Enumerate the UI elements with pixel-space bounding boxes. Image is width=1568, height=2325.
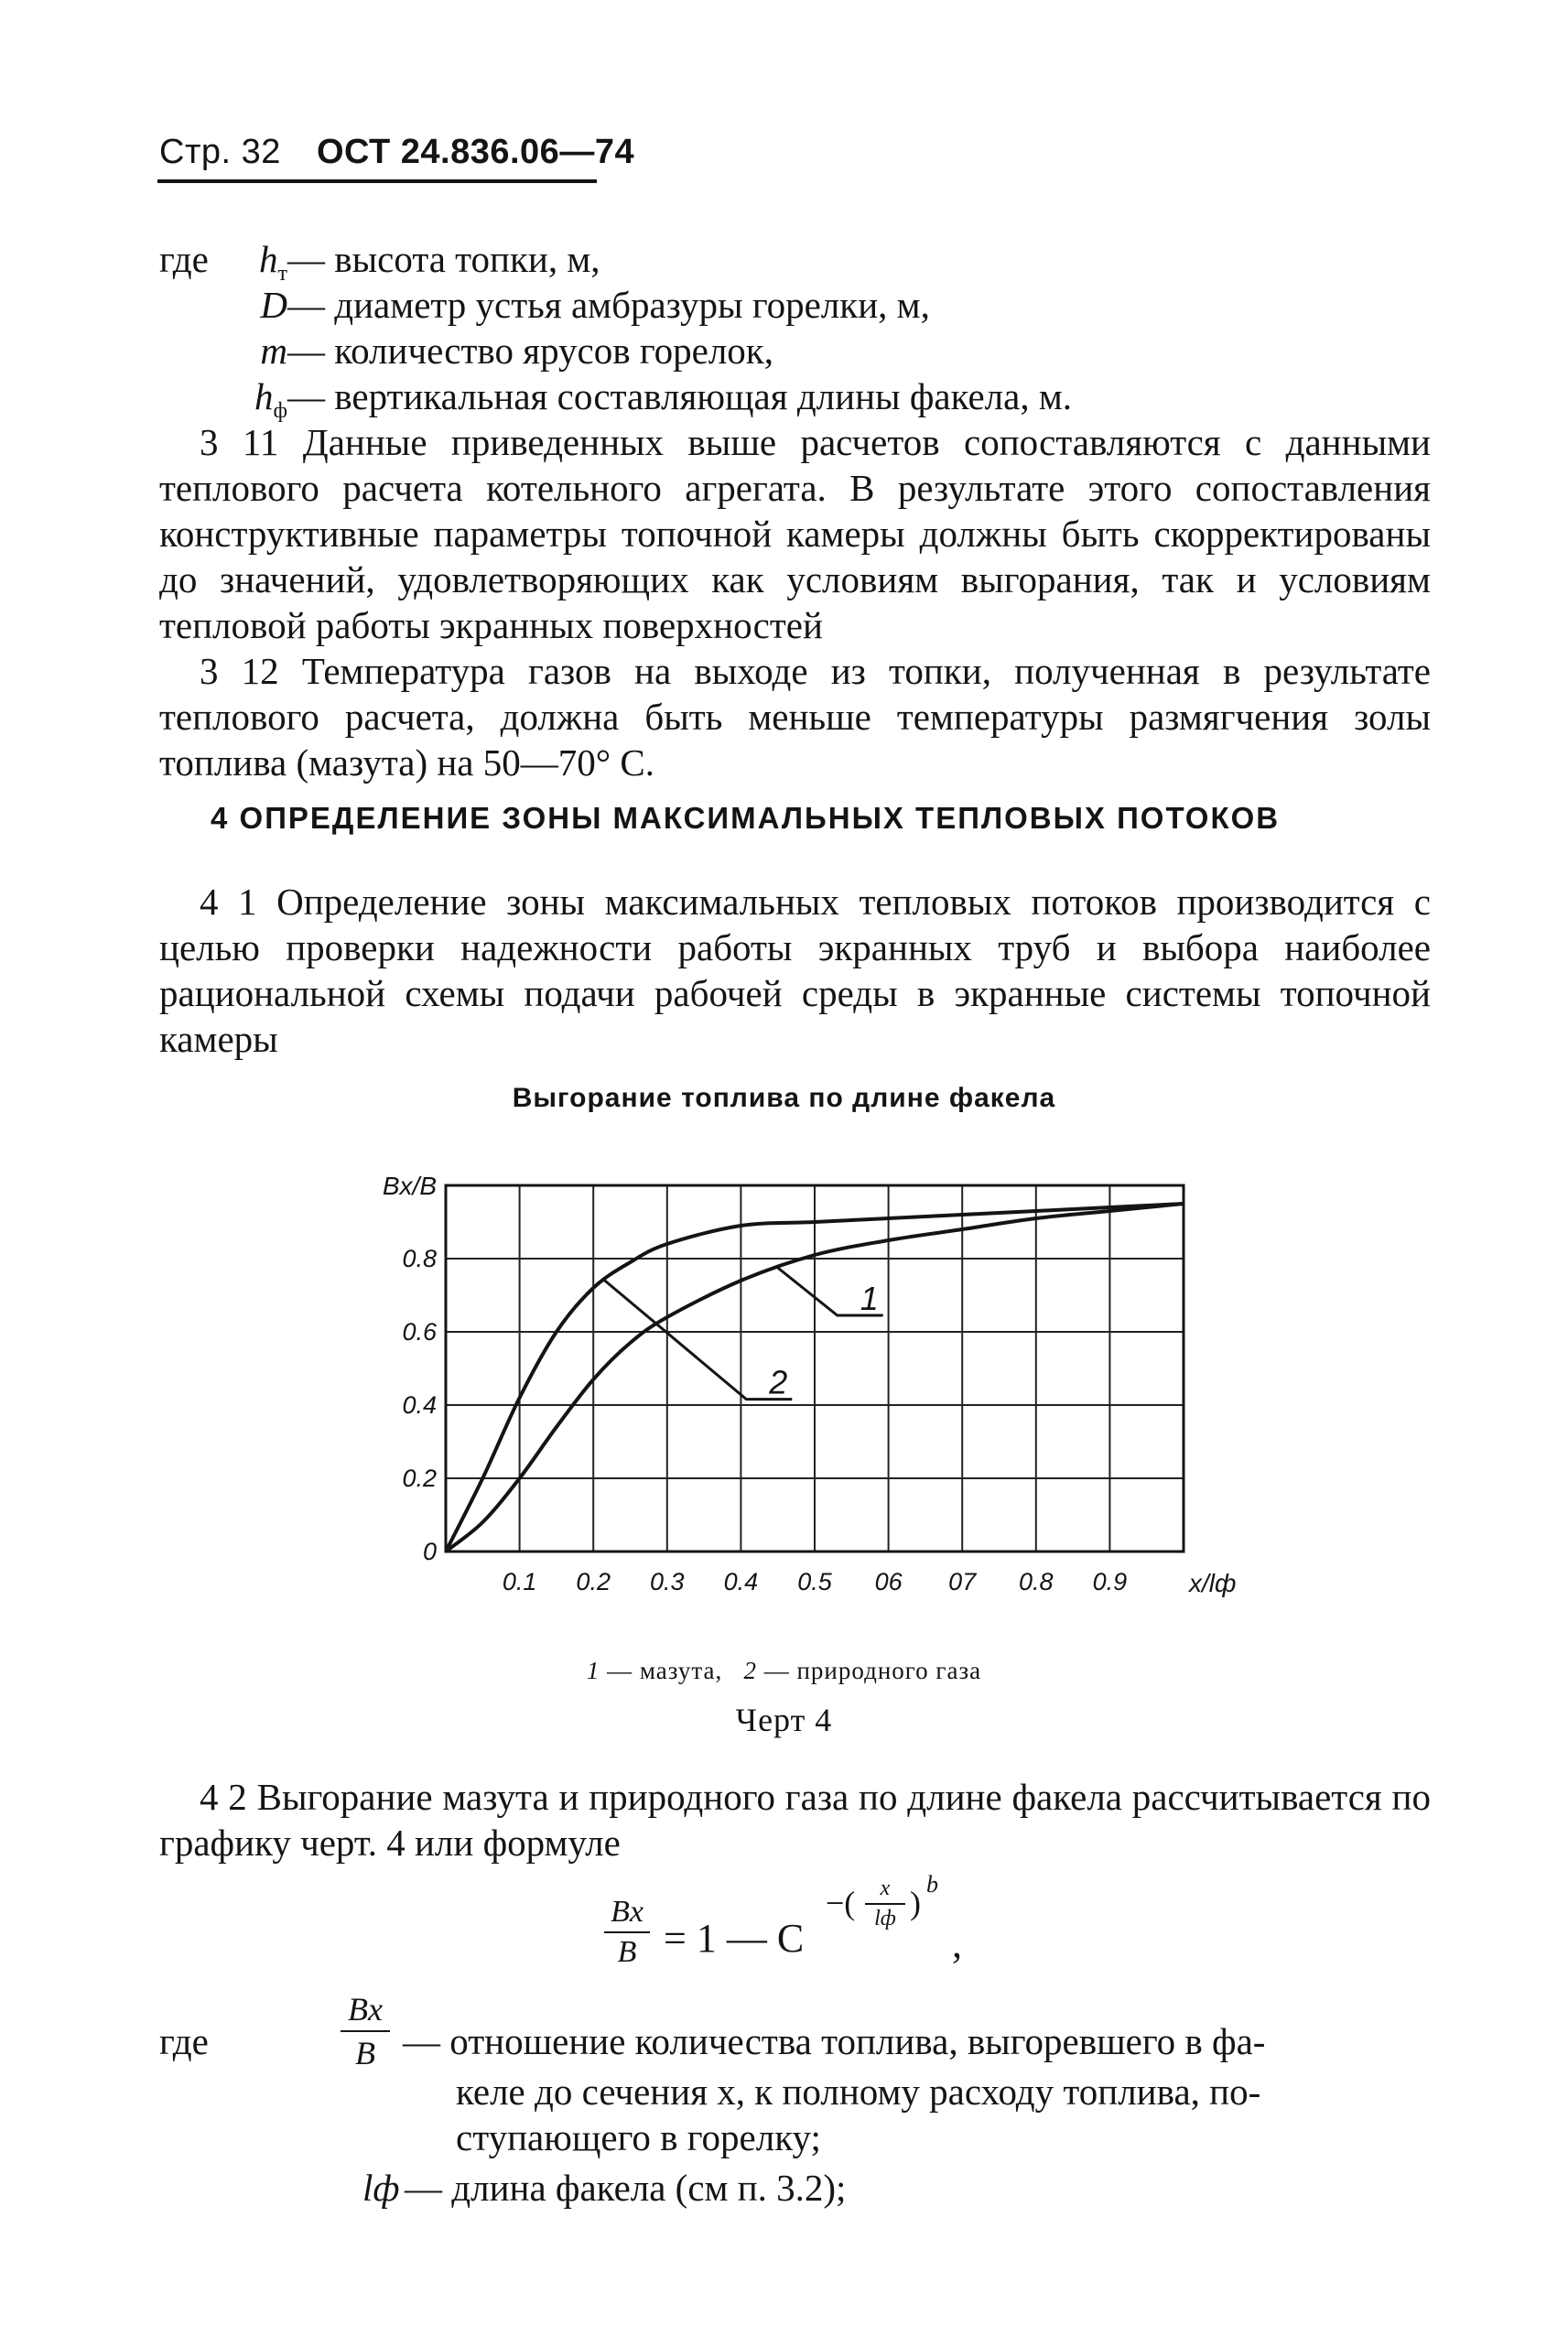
- definition-bx-line1: — отношение количества топлива, выгоревшего в фа-: [403, 2020, 1266, 2062]
- formula-rhs: = 1 — C: [664, 1916, 805, 1961]
- legend-number-1: 1: [586, 1657, 600, 1684]
- chart-grid: [446, 1185, 1184, 1552]
- definition-text: — вертикальная составляющая длины факела, м.: [287, 375, 1073, 417]
- formula-exp-fraction: [865, 1876, 905, 1931]
- symbol: D: [260, 284, 287, 326]
- y-tick-label: 0.8: [402, 1245, 437, 1272]
- chart-annotations: [604, 1268, 882, 1401]
- x-tick-label: 0.4: [723, 1568, 759, 1595]
- fraction-numerator: Bx: [348, 1991, 383, 2028]
- formula-lhs-fraction: [604, 1895, 650, 1970]
- symbol: $h_т$: [259, 238, 287, 287]
- y-tick-label: 0: [422, 1538, 437, 1565]
- formula-exp-denominator: lф: [874, 1907, 896, 1930]
- x-tick-label: 0.8: [1019, 1568, 1054, 1595]
- page-number: Стр. 32: [159, 133, 281, 171]
- fraction-denominator: B: [355, 2035, 375, 2071]
- formula-lhs-denominator: B: [617, 1935, 637, 1969]
- where-label-2: где: [159, 2020, 209, 2062]
- x-tick-label: 0.2: [576, 1568, 611, 1595]
- x-tick-label: 07: [948, 1568, 977, 1595]
- standard-code: ОСТ 24.836.06—74: [316, 133, 635, 171]
- symbol: $h_ф$: [254, 375, 287, 424]
- definition-row: [159, 282, 1431, 328]
- figure-caption: Черт 4: [735, 1702, 833, 1738]
- bx-over-b-fraction: [341, 1990, 390, 2072]
- legend-number-2: 2: [743, 1657, 757, 1684]
- y-tick-label: 0.2: [402, 1465, 437, 1492]
- where-label: где: [159, 238, 209, 280]
- y-tick-label: 0.6: [402, 1318, 437, 1346]
- chart-ticks: [383, 1172, 1237, 1597]
- definition-text: — высота топки, м,: [287, 238, 600, 280]
- paragraph-3-11: 3 11 Данные приведенных выше расчетов сопоставляются с данными теплового расчета котельного агрегата. В результате этого сопоставления конструктивные параметры топочной камеры должны быть скорректированы до значений, удовлетворяющих как условиям выгорания, так и условиям тепловой работы экранных поверхностей: [159, 421, 1431, 646]
- definition-lf: — длина факела (см п. 3.2);: [405, 2167, 847, 2209]
- y-tick-label: 0.4: [402, 1391, 437, 1419]
- lf-symbol: lф: [362, 2167, 400, 2209]
- definition-row: [159, 373, 1431, 424]
- burnout-formula: Bx B = 1 — C −( x lф ) b ,: [586, 1867, 989, 1986]
- paragraph-3-12: 3 12 Температура газов на выходе из топки, полученная в результате теплового расчета, должна быть меньше температуры размягчения золы топлива (мазута) на 50—70° С.: [159, 650, 1431, 784]
- x-tick-label: 06: [874, 1568, 903, 1595]
- section-title: 4 ОПРЕДЕЛЕНИЕ ЗОНЫ МАКСИМАЛЬНЫХ ТЕПЛОВЫХ ПОТОКОВ: [211, 801, 1281, 835]
- definition-row: [159, 236, 1431, 287]
- x-tick-label: 0.1: [502, 1568, 537, 1595]
- legend-label-2: — природного газа: [763, 1657, 982, 1684]
- burnout-chart: [366, 1153, 1237, 1629]
- paragraph-4-2: 4 2 Выгорание мазута и природного газа по длине факела рассчитывается по графику черт. 4 или формуле: [159, 1776, 1431, 1864]
- formula-lhs-numerator: Bx: [611, 1895, 643, 1929]
- page-header: [159, 133, 634, 172]
- chart-title: Выгорание топлива по длине факела: [512, 1083, 1056, 1113]
- x-tick-label: 0.9: [1092, 1568, 1128, 1595]
- paragraph-4-1: 4 1 Определение зоны максимальных тепловых потоков производится с целью проверки надежности работы экранных труб и выбора наиболее рациональной схемы подачи рабочей среды в экранные системы топочной камеры: [159, 881, 1431, 1060]
- x-tick-label: 0.3: [650, 1568, 685, 1595]
- definitions-list: [159, 236, 1431, 424]
- definition-text: — количество ярусов горелок,: [287, 330, 773, 372]
- definition-bx-line2: келе до сечения x, к полному расходу топлива, по-: [456, 2071, 1261, 2113]
- y-axis-label: Bx/B: [382, 1172, 437, 1200]
- definition-bx-line3: ступающего в горелку;: [456, 2116, 821, 2158]
- formula-exp-minus: −(: [826, 1885, 856, 1921]
- annotation-label-2: 2: [769, 1363, 788, 1401]
- symbol: m: [260, 330, 287, 372]
- x-axis-label: x/lф: [1189, 1569, 1237, 1597]
- legend-label-1: — мазута,: [607, 1657, 723, 1684]
- header-rule: [157, 179, 597, 183]
- formula-exp-numerator: x: [880, 1876, 891, 1900]
- formula-exp-power: b: [926, 1871, 938, 1898]
- chart-legend: [0, 1657, 1568, 1685]
- definition-text: — диаметр устья амбразуры горелки, м,: [287, 284, 930, 326]
- definition-row: [159, 328, 1431, 373]
- x-tick-label: 0.5: [797, 1568, 832, 1595]
- annotation-label-1: 1: [860, 1280, 879, 1317]
